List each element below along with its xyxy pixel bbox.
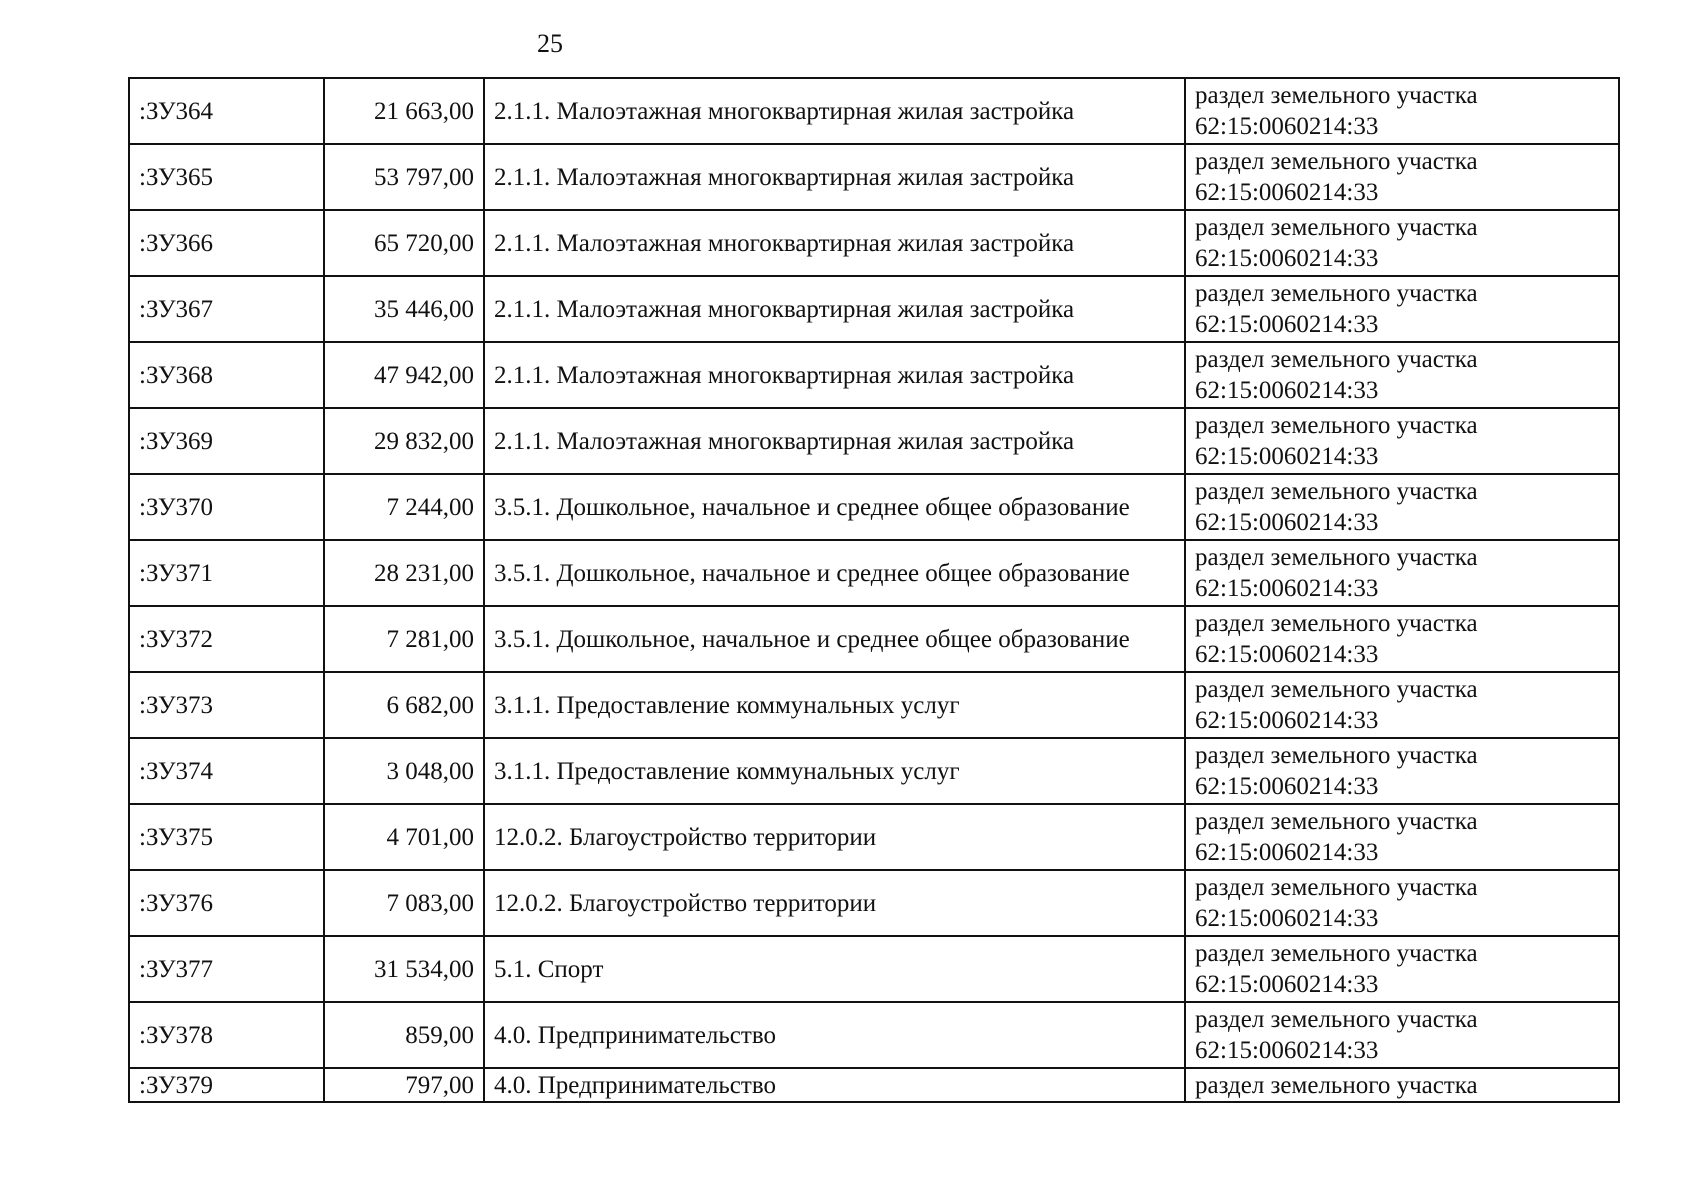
permitted-use-cell: 2.1.1. Малоэтажная многоквартирная жилая застройка (484, 408, 1185, 474)
table-row (129, 1002, 1619, 1068)
table-row (129, 144, 1619, 210)
formation-method-cell: раздел земельного участка 62:15:0060214:33 (1185, 936, 1619, 1002)
plot-id-cell: :ЗУ374 (129, 738, 324, 804)
permitted-use-cell: 3.1.1. Предоставление коммунальных услуг (484, 672, 1185, 738)
permitted-use-cell: 2.1.1. Малоэтажная многоквартирная жилая застройка (484, 210, 1185, 276)
plot-id-cell: :ЗУ377 (129, 936, 324, 1002)
permitted-use-cell: 2.1.1. Малоэтажная многоквартирная жилая застройка (484, 276, 1185, 342)
table-row (129, 474, 1619, 540)
plot-id-cell: :ЗУ364 (129, 78, 324, 144)
plot-area-cell: 7 281,00 (324, 606, 484, 672)
formation-method-cell: раздел земельного участка 62:15:0060214:33 (1185, 276, 1619, 342)
plot-area-cell: 7 083,00 (324, 870, 484, 936)
plot-area-cell: 859,00 (324, 1002, 484, 1068)
plot-id-cell: :ЗУ378 (129, 1002, 324, 1068)
permitted-use-cell: 3.5.1. Дошкольное, начальное и среднее общее образование (484, 606, 1185, 672)
plot-id-cell: :ЗУ371 (129, 540, 324, 606)
page-number: 25 (537, 29, 563, 58)
formation-method-cell: раздел земельного участка (1185, 1068, 1619, 1102)
permitted-use-cell: 2.1.1. Малоэтажная многоквартирная жилая застройка (484, 144, 1185, 210)
permitted-use-cell: 4.0. Предпринимательство (484, 1002, 1185, 1068)
plot-id-cell: :ЗУ373 (129, 672, 324, 738)
formation-method-cell: раздел земельного участка 62:15:0060214:33 (1185, 78, 1619, 144)
formation-method-cell: раздел земельного участка 62:15:0060214:33 (1185, 144, 1619, 210)
permitted-use-cell: 3.5.1. Дошкольное, начальное и среднее общее образование (484, 540, 1185, 606)
permitted-use-cell: 12.0.2. Благоустройство территории (484, 804, 1185, 870)
table-row (129, 78, 1619, 144)
formation-method-cell: раздел земельного участка 62:15:0060214:33 (1185, 804, 1619, 870)
formation-method-cell: раздел земельного участка 62:15:0060214:33 (1185, 210, 1619, 276)
formation-method-cell: раздел земельного участка 62:15:0060214:33 (1185, 870, 1619, 936)
table-row (129, 210, 1619, 276)
formation-method-cell: раздел земельного участка 62:15:0060214:33 (1185, 540, 1619, 606)
formation-method-cell: раздел земельного участка 62:15:0060214:33 (1185, 672, 1619, 738)
plot-id-cell: :ЗУ370 (129, 474, 324, 540)
formation-method-cell: раздел земельного участка 62:15:0060214:33 (1185, 408, 1619, 474)
permitted-use-cell: 3.1.1. Предоставление коммунальных услуг (484, 738, 1185, 804)
table-row (129, 606, 1619, 672)
table-row (129, 936, 1619, 1002)
plot-area-cell: 28 231,00 (324, 540, 484, 606)
table-row (129, 738, 1619, 804)
permitted-use-cell: 2.1.1. Малоэтажная многоквартирная жилая застройка (484, 78, 1185, 144)
permitted-use-cell: 4.0. Предпринимательство (484, 1068, 1185, 1102)
table-row (129, 342, 1619, 408)
formation-method-cell: раздел земельного участка 62:15:0060214:33 (1185, 474, 1619, 540)
table-row (129, 408, 1619, 474)
plot-area-cell: 6 682,00 (324, 672, 484, 738)
formation-method-cell: раздел земельного участка 62:15:0060214:33 (1185, 342, 1619, 408)
plot-id-cell: :ЗУ379 (129, 1068, 324, 1102)
permitted-use-cell: 5.1. Спорт (484, 936, 1185, 1002)
table-row (129, 540, 1619, 606)
plot-id-cell: :ЗУ372 (129, 606, 324, 672)
table-row (129, 276, 1619, 342)
permitted-use-cell: 2.1.1. Малоэтажная многоквартирная жилая застройка (484, 342, 1185, 408)
plot-id-cell: :ЗУ368 (129, 342, 324, 408)
plot-area-cell: 29 832,00 (324, 408, 484, 474)
permitted-use-cell: 3.5.1. Дошкольное, начальное и среднее общее образование (484, 474, 1185, 540)
plot-id-cell: :ЗУ369 (129, 408, 324, 474)
plot-area-cell: 21 663,00 (324, 78, 484, 144)
plot-area-cell: 4 701,00 (324, 804, 484, 870)
plot-id-cell: :ЗУ375 (129, 804, 324, 870)
formation-method-cell: раздел земельного участка 62:15:0060214:33 (1185, 606, 1619, 672)
permitted-use-cell: 12.0.2. Благоустройство территории (484, 870, 1185, 936)
plot-area-cell: 797,00 (324, 1068, 484, 1102)
plot-id-cell: :ЗУ365 (129, 144, 324, 210)
plot-id-cell: :ЗУ367 (129, 276, 324, 342)
plot-area-cell: 3 048,00 (324, 738, 484, 804)
table-row (129, 870, 1619, 936)
plot-area-cell: 47 942,00 (324, 342, 484, 408)
plot-area-cell: 31 534,00 (324, 936, 484, 1002)
table-row (129, 804, 1619, 870)
plot-area-cell: 65 720,00 (324, 210, 484, 276)
plot-area-cell: 7 244,00 (324, 474, 484, 540)
land-plots-table (128, 77, 1620, 1103)
formation-method-cell: раздел земельного участка 62:15:0060214:33 (1185, 738, 1619, 804)
table-row (129, 1068, 1619, 1102)
plot-id-cell: :ЗУ366 (129, 210, 324, 276)
plot-area-cell: 35 446,00 (324, 276, 484, 342)
plot-id-cell: :ЗУ376 (129, 870, 324, 936)
plot-area-cell: 53 797,00 (324, 144, 484, 210)
formation-method-cell: раздел земельного участка 62:15:0060214:33 (1185, 1002, 1619, 1068)
table-row (129, 672, 1619, 738)
